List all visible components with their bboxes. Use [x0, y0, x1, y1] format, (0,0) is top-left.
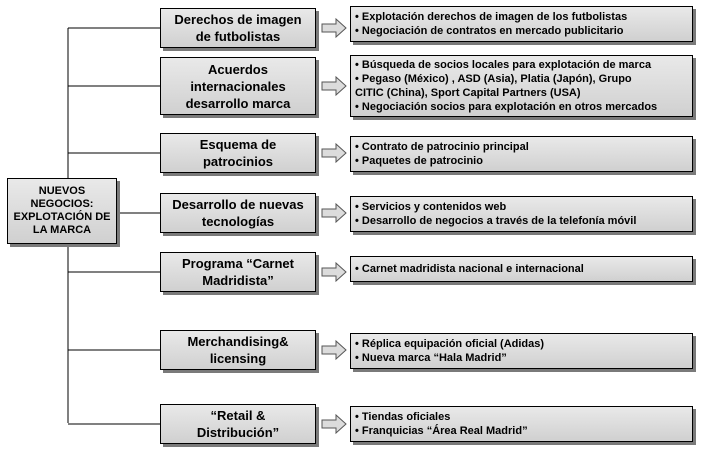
block-arrow-icon: [322, 144, 346, 162]
detail-item: • Servicios y contenidos web: [355, 201, 507, 213]
detail-box: [350, 406, 693, 442]
block-arrow-icon: [322, 19, 346, 37]
branch-box: [160, 330, 316, 370]
detail-item: • Desarrollo de negocios a través de la telefonía móvil: [355, 215, 637, 227]
block-arrow-icon: [322, 415, 346, 433]
detail-box: [350, 136, 693, 172]
branch-label: Derechos de imagen de futbolistas: [174, 12, 302, 44]
branch-label: Programa “Carnet Madridista”: [182, 256, 294, 288]
branch-box: [160, 252, 316, 292]
detail-item: • Negociación de contratos en mercado publicitario: [355, 25, 624, 37]
detail-box: [350, 196, 693, 232]
detail-item: • Contrato de patrocinio principal: [355, 141, 529, 153]
branch-label: Acuerdos internacionales desarrollo marca: [185, 61, 291, 111]
detail-item: • Nueva marca “Hala Madrid”: [355, 352, 507, 364]
block-arrow-icon: [322, 204, 346, 222]
branch-box: [160, 404, 316, 444]
root-box: [7, 178, 117, 244]
detail-box: [350, 55, 693, 117]
block-arrow-icon: [322, 263, 346, 281]
detail-item: • Negociación socios para explotación en otros mercados: [355, 101, 658, 113]
branch-box: [160, 133, 316, 173]
branch-label: Merchandising& licensing: [187, 334, 289, 366]
detail-item: CITIC (China), Sport Capital Partners (USA): [355, 87, 581, 99]
block-arrow-icon: [322, 77, 346, 95]
detail-box: [350, 256, 693, 282]
detail-item: • Tiendas oficiales: [355, 411, 451, 423]
detail-item: • Réplica equipación oficial (Adidas): [355, 338, 545, 350]
branch-box: [160, 57, 316, 115]
root-label: NUEVOS NEGOCIOS: EXPLOTACIÓN DE LA MARCA: [13, 185, 111, 236]
detail-item: • Franquicias “Área Real Madrid”: [355, 425, 528, 437]
detail-box: [350, 333, 693, 369]
detail-item: • Paquetes de patrocinio: [355, 155, 483, 167]
branch-box: [160, 193, 316, 233]
branch-box: [160, 8, 316, 48]
branch-label: Esquema de patrocinios: [199, 137, 277, 169]
detail-item: • Explotación derechos de imagen de los futbolistas: [355, 11, 628, 23]
branch-label: Desarrollo de nuevas tecnologías: [172, 197, 304, 229]
block-arrow-icon: [322, 341, 346, 359]
detail-item: • Carnet madridista nacional e internacional: [355, 263, 584, 275]
branch-label: “Retail & Distribución”: [196, 408, 280, 440]
detail-item: • Búsqueda de socios locales para explotación de marca: [355, 59, 652, 71]
detail-box: [350, 6, 693, 42]
detail-item: • Pegaso (México) , ASD (Asia), Platia (Japón), Grupo: [355, 73, 632, 85]
